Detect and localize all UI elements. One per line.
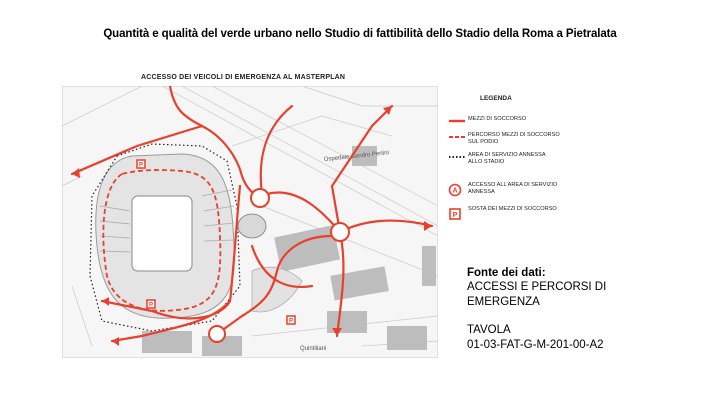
dashed-line-icon — [448, 133, 466, 147]
map-title: ACCESSO DEI VEICOLI DI EMERGENZA AL MASTERPLAN — [141, 74, 346, 81]
legend-item-access — [448, 182, 560, 204]
slide-title: Quantità e qualità del verde urbano nello Studio di fattibilità dello Stadio della Roma a Pietralata — [103, 28, 617, 40]
legend-item-dotted — [448, 152, 560, 174]
parking-square-icon — [448, 207, 466, 221]
legend-item-parking — [448, 206, 560, 228]
parking-letter: P — [452, 212, 458, 219]
legend-label: AREA DI SERVIZIO ANNESSA ALLO STADIO — [468, 152, 546, 166]
legend-title: LEGENDA — [480, 95, 512, 102]
street-label-quintiliani: Quintiliani — [300, 346, 327, 352]
parking-letter: P — [288, 318, 294, 325]
street-label-pertini: Ospedale Sandro Pertini — [323, 150, 390, 163]
masterplan-drawing — [62, 86, 438, 358]
stadium — [96, 154, 235, 318]
source-heading: Fonte dei dati: — [467, 267, 546, 279]
legend-item-dashed — [448, 132, 560, 154]
spacer — [467, 309, 606, 323]
parking-letter: P — [138, 162, 144, 169]
source-line: TAVOLA — [467, 324, 511, 337]
source-line: ACCESSI E PERCORSI DI — [467, 281, 607, 294]
parking-letter: P — [148, 302, 154, 309]
legend-label: MEZZI DI SOCCORSO — [468, 116, 527, 122]
solid-line-icon — [448, 117, 466, 131]
access-letter: A — [452, 187, 458, 195]
legend-label: SOSTA DEI MEZZI DI SOCCORSO — [468, 206, 557, 212]
source-line: 01-03-FAT-G-M-201-00-A2 — [467, 338, 604, 351]
source-line: EMERGENZA — [467, 295, 540, 308]
legend-label: ACCESSO ALL'AREA DI SERVIZIO ANNESSA — [468, 182, 558, 196]
dotted-line-icon — [448, 153, 466, 167]
access-circle-icon — [448, 183, 466, 197]
legend-label: PERCORSO MEZZI DI SOCCORSO SUL PODIO — [468, 132, 560, 146]
masterplan-map — [62, 86, 438, 358]
roundabout-building — [238, 214, 266, 238]
source-info — [467, 266, 606, 352]
